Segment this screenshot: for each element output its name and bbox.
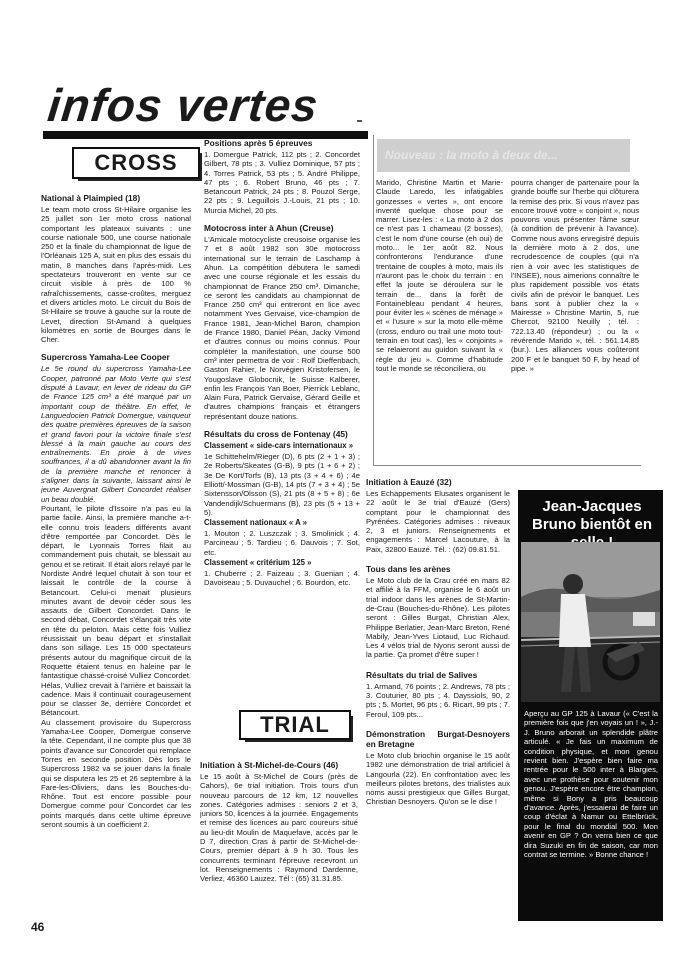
photo-caption: Aperçu au GP 125 à Lavaur (« C'est la première fois que j'en voyais un ! », J.-J. Bruno arborait un splendide plâtre articulé. « Je fais un maximum de condition physique, et mon genou revient bien. J'espère bien faire ma rentrée pour le 500 inter à Blargies, avec une prothèse pour soutenir mon genou. J'espère encore être champion, même si Bony a pris beaucoup d'avance. Après, j'essaierai de faire un coup d'éclat à Namur ou Ettelbrück, pour le final du mondial 500. Mon avenir en GP ? On verra bien ce que dira Suzuki en fin de saison, car mon contrat se termine. » Bonne chance ! — [524, 709, 658, 860]
section-title: infos vertes — [45, 79, 321, 131]
fontenay-body-3: 1. Chuberre ; 2. Faizeau ; 3. Guenian ; 4. Davoiseau ; 5. Duvauchel ; 6. Bourdon, etc. — [204, 568, 360, 588]
supercross-paragraph-3: Au classement provisoire du Supercross Yamaha-Lee Cooper, Domergue conserve la tête. Cependant, il ne compte plus que 38 points d'avance sur Concordet qui remplace Torres en seconde position. Dès lors le Supercross 1982 va se jouer dans la finale qui se disputera les 25 et 26 septembre à la Fare-les-Oliviers, dans les Bouches-du-Rhône. Tout est encore possible pour Domergue comme pour Concordet car les points marqués dans cette ultime épreuve seront soumis à un coefficient 2. — [41, 717, 191, 829]
rider-photo-illustration — [521, 542, 660, 702]
arenes-body: Le Moto club de la Crau créé en mars 82 et affilié à la FFM, organise le 6 août un trial indoor dans les arènes de St-Martin-de-Crau (Bouches-du-Rhône). Les pilotes seront : Gilles Burgat, Christian Alex, Philippe Berlatier, Jean-Marc Breton, René Mabily, Jean-Yves Liotaud, Luc Richaud. Les 4 vélos trial de Nyons seront aussi de la partie. Ça promet d'être super ! — [366, 576, 510, 660]
supercross-paragraph-2: Pourtant, le pilote d'Issoire n'a pas eu la partie facile. Ainsi, la première manche a-t-elle connu trois leaders différents avant d'être remportée par Concordet. Dès le départ, le Lyonnais Torres filait au commandement puis chutait, se blessait au genou et se retirait. Il était alors relayé par le Nordiste André lequel chutait à son tour et laissait le contrôle de la course à Betancourt. Celui-ci menait plusieurs minutes avant de devoir céder sous les assauts de Gilbert Concordet. Dans le second débat, Concordet s'élançait très vite en tête du peloton. Mais cette fois Vulliez réussissait un beau départ et s'installait dans son sillage. Les 15 000 spectateurs présents autour du magnifique circuit de la Roquette étaient tenus en haleine par le fantastique chassé-croisé Vulliez Concordet. Hélas, Vulliez crevait à l'arrière et baissait la cadence. Mais il continuait courageusement pour se classer 3e, derrière Concordet et Bétancourt. — [41, 503, 191, 718]
plaimpied-heading: National à Plaimpied (18) — [41, 193, 141, 203]
ahun-heading: Motocross inter à Ahun (Creuse) — [204, 223, 334, 234]
demo-heading: Démonstration Burgat-Desnoyers en Bretagne — [366, 728, 510, 749]
eauze-heading: Initiation à Eauzé (32) — [366, 477, 452, 487]
stmichel-body: Le 15 août à St-Michel de Cours (près de Cahors), 6e trial initiation. Trois tours d'un nouveau parcours de 12 km, 12 nouvelles zones. Catégories admises : seniors 2 et 3, juniors 50, licences à la journée. Engagements et remise des licences au parc coureurs situé au lieu-dit Moulin de Maquefave, accès par le D 7, direction Cras à partir de St-Michel-de-Cours, premier départ à 9 h 30. Tous les concurrents terminant l'épreuve recevront un lot. Renseignements : Raymond Dardenne, Verliez, 46360 Lauzez. Tél : (65) 31.31.85. — [200, 772, 358, 884]
fontenay-body-1: 1e Schittehelm/Rieger (D), 6 pts (2 + 1 + 3) ; 2e Roberts/Skeates (G-B), 9 pts (1 + 6 + 2) ; 3e De Kort/Torfs (B), 13 pts (3 + 4 + 6) ; 4e Elliott/-Mossman (G-B), 14 pts (7 + 3 + 4) ; 5e Sixtensson/Olsson (S), 21 pts (8 + 5 + 8) ; 6e Vandendijk/Schuermans (B), 23 pts (5 + 13 + 5). — [204, 452, 360, 517]
boxed-column-b — [511, 178, 639, 463]
page-number: 46 — [31, 920, 45, 934]
positions-body: 1. Domergue Patrick, 112 pts ; 2. Concordet Gilbert, 78 pts ; 3. Vulliez Dominique, 57 pts ; 4. Torres Patrick, 53 pts ; 5. André Philippe, 47 pts ; 6. Robert Bruno, 46 pts ; 7. Betancourt Patrick, 24 pts ; 8. Pouzol Serge, 22 pts ; 9. Leguillois J.-Louis, 21 pts ; 10. Murcia Michel, 20 pts. — [204, 150, 360, 215]
plaimpied-body: Le team moto cross St-Hilaire organise les 25 juillet son 1er moto cross national comportant les plateaux suivants : une course nationale 500, une course nationale 250 et la finale du championnat de ligue de l'Orléanais 125 A, suit en plus des essais du matin, 8 manches dans l'après-midi. Les spectateurs trouveront en vente sur ce circuit visible à près de 100 % rafraîchissements, casse-croûtes, merguez et divers articles moto. Le circuit du Bois de St-Hilaire se trouve à gauche sur la route de Levet, direction St-Amand à quelques kilomètres en sortie de Bourges dans le Cher. — [41, 205, 191, 345]
column-2-bottom — [200, 760, 358, 920]
demo-body: Le Moto club briochin organise le 15 août 1982 une démonstration de trial artificiel à Langourla (22). En confrontation avec les meilleurs pilotes bretons, des trialistes aux noms aussi prestigieux que Gilles Burgat, Christian Desnoyers. Qu'on se le dise ! — [366, 750, 510, 807]
positions-heading: Positions après 5 épreuves — [204, 138, 313, 148]
photo-title: Jean-Jacques Bruno bientôt en — [532, 498, 652, 533]
fontenay-heading: Résultats du cross de Fontenay (45) — [204, 429, 348, 440]
photo-sidebar — [518, 490, 663, 921]
fontenay-subheading-3: Classement « critérium 125 » — [204, 557, 312, 567]
rider-photo — [521, 542, 660, 702]
cross-section-label: CROSS — [72, 147, 200, 179]
column-1 — [41, 190, 191, 915]
divider-mark — [357, 120, 362, 122]
box-border-bottom — [373, 465, 641, 466]
stmichel-heading: Initiation à St-Michel-de-Cours (46) — [200, 760, 339, 770]
boxed-text-b: pourra changer de partenaire pour la grande bouffe sur l'herbe qui clôturera la remise des prix. Si vous n'avez pas encore trouvé votre « conjoint », nous pouvons vous présenter l'âme sœur (à condition de prévenir à l'avance). Comme nous avons enregistré depuis la dernière moto à 2 dos, une recrudescence de couples (qui n'a rien à voir avec les statistiques de l'INSEE), nous aimerions connaître le plus rapidement possible vos états civils afin de prévoir le banquet. Les bans sont à publier chez la « Mairesse » Christine Martin, 5, rue Chercot, 92100 Neuilly ; tél. : 722.13.40 (répondeur) ; ou la « révérende Marido », tél. : 561.14.85 (bur.). Les alliances vous coûteront 200 F et le banquet 50 F, by head of pipe. » — [511, 178, 639, 373]
salives-heading: Résultats du trial de Salives — [366, 669, 478, 680]
supercross-intro: Le 5e round du supercross Yamaha-Lee Cooper, patronné par Moto Verte qui s'est disputé à Lavaur, en lever de rideau du GP de France 125 cm³ a été marqué par un important coup de théâtre. En effet, le Languedocien Patrick Domergue, vainqueur des quatre premières épreuves de la saison et grand favori pour la victoire finale s'est blessé à la main gauche au cours des entraînements. En proie à de vives souffrances, il a dû abandonner avant la fin de la première manche et renoncer à s'aligner dans la suivante, laissant ainsi le jeune Auvergnat Gilbert Concordet réaliser un beau doublé. — [41, 364, 191, 504]
eauze-body: Les Echappements Elusates organisent le 22 août le 3e trial d'Eauzé (Gers) comptant pour le championnat des Pyrénées. Catégories admises : niveaux 2, 3 et juniors. Renseignements et engagements : Marcel Lacouture, à la Paix, 32800 Eauzé. Tél. : (62) 09.81.51. — [366, 489, 510, 554]
fontenay-subheading-2: Classement nationaux « A » — [204, 518, 307, 528]
boxed-text-a: Marido, Christine Martin et Marie-Claude Laredo, les infatigables gonzesses « vertes », ont encore inventé quelque chose pour se marrer. Lisez-les : « La moto à 2 dos ce n'est pas 1 chameau (2 bosses), c'est le nom d'une course (eh oui) de moto... le 1er août 82. Nous confronterons l'endurance d'une trentaine de couples à moto, mais ils n'auront pas le choix du terrain : en effet la joute se déroulera sur le terrain de... dans la forêt de Fontainebleau pendant 4 heures, pour éviter les « scènes de ménage » et « l'usure » sur la moto elle-même (cross, enduro ou trail une moto tout-terrain en tout cas), les « conjoints » se relaieront au guidon suivant la « règle du jeu ». Comme d'habitude tout le monde se réconciliera, ou — [376, 178, 503, 373]
arenes-heading: Tous dans les arènes — [366, 564, 451, 575]
column-3 — [366, 477, 510, 922]
boxed-column-a — [376, 178, 503, 463]
ahun-body: L'Amicale motocycliste creusoise organise les 7 et 8 août 1982 son 30e motocross international sur le terrain de Laschamp à Ahun. La compétition débutera le samedi avec une course régionale et les essais du championnat de France 250 cm³. Dimanche, ce seront les candidats au championnat de France 250 cm³ qui entreront en lice avec notamment Yves Gervaise, vice-champion de France 1981, Jean-Michel Baron, champion de France 1980, Daniel Péan, Jacky Vimond et d'autres connus ou moins connus. Pour compléter la manifestation, une course 500 cm³ inter permettra de voir : Rolf Dieffenbach, Gaston Rahier, le Norvégien Kristofersen, le Yougoslave Globocnik, le Suisse Kalberer, enfin les François Yan Boer, Pierrick Leblanc, Alain Fura, Patrick Gervaise, Gérard Geille et d'autres champions français et étrangers représentant douze nations. — [204, 235, 360, 421]
salives-body: 1. Armand, 76 points ; 2. Andrews, 78 pts ; 3. Couturier, 80 pts ; 4. Dayssiols, 90, 2 pts ; 5. Mortet, 96 pts ; 6. Ricart, 99 pts ; 7. Feroul, 109 pts... — [366, 681, 510, 719]
fontenay-subheading-1: Classement « side-cars internationaux » — [204, 441, 354, 451]
column-2-top — [204, 138, 360, 698]
fontenay-body-2: 1. Mouton ; 2. Luszczak ; 3. Smolinick ; 4. Parcineau ; 5. Tardieu ; 6. Dauvois ; 7. Sot, etc. — [204, 529, 360, 557]
supercross-heading: Supercross Yamaha-Lee Cooper — [41, 352, 170, 363]
trial-section-label: TRIAL — [239, 710, 351, 740]
article-banner — [377, 139, 630, 172]
box-border-left — [373, 135, 374, 465]
banner-text: Nouveau : la moto à deux de... — [385, 148, 558, 162]
